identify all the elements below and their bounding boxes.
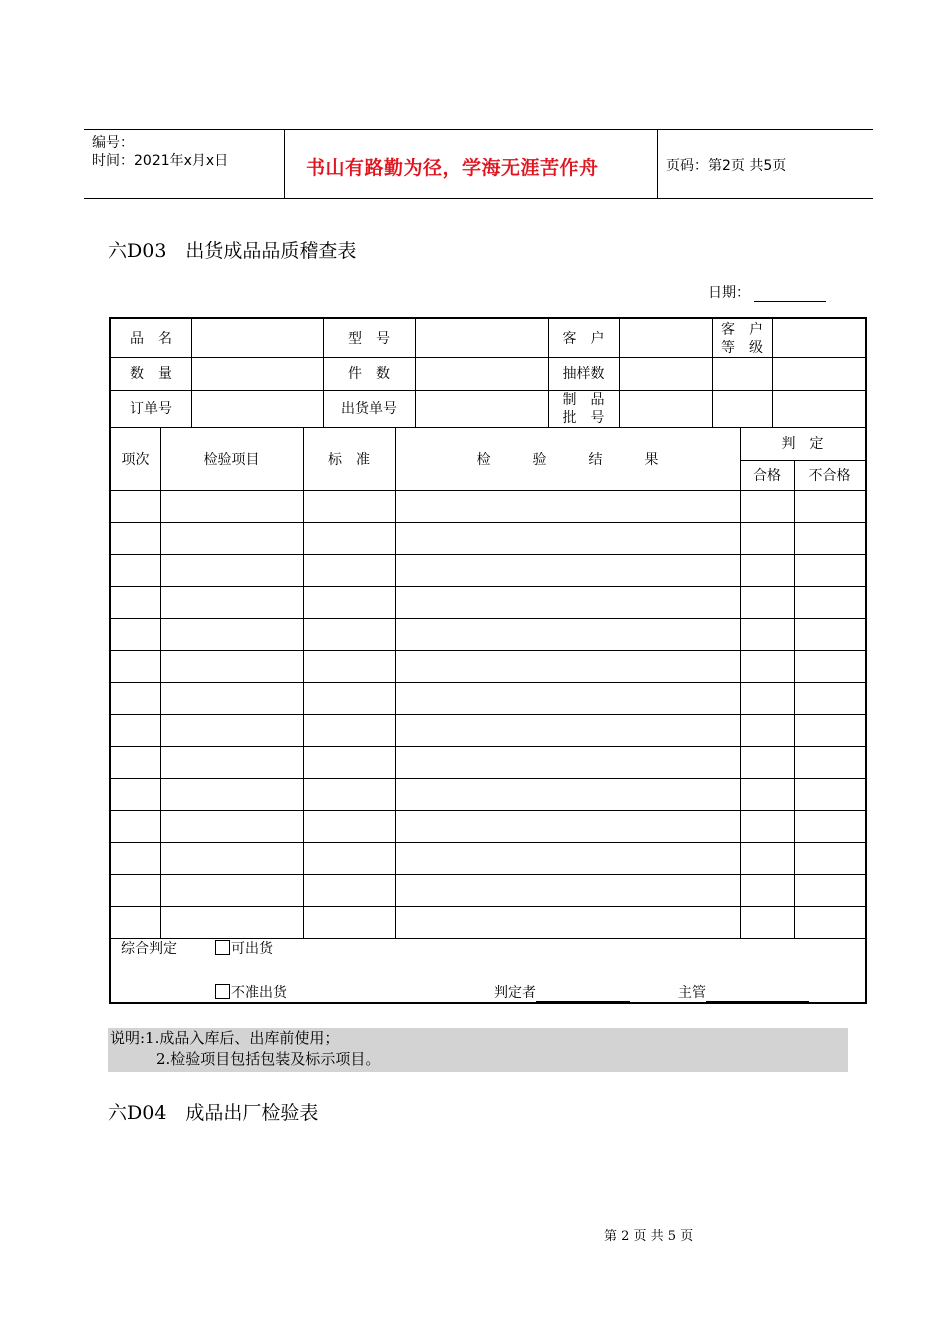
page-footer: 第 2 页 共 5 页 — [604, 1229, 694, 1244]
grid-line — [740, 460, 865, 461]
grid-line — [111, 427, 865, 428]
option-can-ship[interactable] — [215, 940, 273, 958]
time-label: 时间：2021年x月x日 — [92, 153, 229, 169]
table-row-line — [111, 842, 865, 843]
grid-line — [111, 390, 865, 391]
table-row-line — [111, 618, 865, 619]
table-row-line — [111, 874, 865, 875]
section-title: 六D04 成品出厂检验表 — [108, 1102, 319, 1124]
grid-line — [111, 490, 865, 491]
label-ship-no: 出货单号 — [341, 401, 397, 417]
inspection-form — [109, 317, 867, 1004]
label-customer-grade-line2: 等 级 — [721, 340, 763, 356]
label-customer: 客 户 — [562, 331, 605, 347]
date-field[interactable] — [754, 287, 826, 302]
header-pass: 合格 — [753, 468, 781, 484]
header-meta — [92, 134, 228, 170]
grid-line — [794, 460, 795, 938]
label-customer-grade — [712, 321, 772, 357]
section-title: 六D03 出货成品品质稽查表 — [108, 240, 357, 262]
judge-field[interactable] — [536, 987, 630, 1002]
grid-line — [415, 319, 416, 427]
supervisor-label: 主管 — [678, 985, 706, 1001]
checkbox-no-ship[interactable] — [215, 984, 230, 999]
header-item: 检验项目 — [203, 452, 260, 468]
supervisor-field[interactable] — [706, 987, 809, 1002]
page-info: 页码：第2页 共5页 — [666, 158, 787, 174]
header-judgement: 判 定 — [781, 436, 824, 452]
label-product-name: 品 名 — [130, 331, 172, 347]
label-batch-line2: 批 号 — [562, 410, 605, 426]
note-line: 2.检验项目包括包装及标示项目。 — [156, 1050, 381, 1068]
table-row-line — [111, 586, 865, 587]
table-row-line — [111, 778, 865, 779]
grid-line — [303, 427, 304, 938]
judge-label: 判定者 — [494, 985, 536, 1001]
table-row-line — [111, 522, 865, 523]
document-header — [84, 129, 873, 199]
can-ship-label: 可出货 — [231, 941, 273, 957]
overall-judgement-label: 综合判定 — [121, 941, 177, 957]
table-row-line — [111, 810, 865, 811]
no-ship-label: 不准出货 — [231, 985, 287, 1001]
table-row-line — [111, 682, 865, 683]
motto: 书山有路勤为径，学海无涯苦作舟 — [306, 157, 599, 179]
option-no-ship[interactable] — [215, 984, 287, 1002]
note-box — [108, 1028, 848, 1072]
label-sample-count: 抽样数 — [562, 366, 605, 382]
header-item-no: 项次 — [121, 452, 150, 468]
label-quantity: 数 量 — [130, 366, 172, 382]
table-row-line — [111, 746, 865, 747]
table-row-line — [111, 650, 865, 651]
header-result: 检 验 结 果 — [476, 452, 659, 468]
header-divider — [284, 130, 285, 198]
grid-line — [191, 319, 192, 427]
checkbox-can-ship[interactable] — [215, 940, 230, 955]
label-pieces: 件 数 — [348, 366, 390, 382]
note-line: 说明:1.成品入库后、出库前使用； — [110, 1029, 340, 1047]
supervisor-signature — [678, 984, 809, 1002]
header-standard: 标 准 — [328, 452, 370, 468]
code-label: 编号： — [92, 135, 134, 151]
header-fail: 不合格 — [808, 468, 851, 484]
header-divider — [657, 130, 658, 198]
table-row-line — [111, 938, 865, 939]
grid-line — [111, 357, 865, 358]
date-row — [708, 282, 826, 302]
table-row-line — [111, 554, 865, 555]
table-row-line — [111, 906, 865, 907]
judge-signature — [494, 984, 630, 1002]
label-batch — [548, 391, 619, 427]
label-customer-grade-line1: 客 户 — [721, 322, 763, 338]
table-row-line — [111, 714, 865, 715]
grid-line — [160, 427, 161, 938]
label-model: 型 号 — [348, 331, 390, 347]
grid-line — [619, 319, 620, 427]
grid-line — [395, 427, 396, 938]
date-label: 日期： — [708, 285, 750, 301]
label-batch-line1: 制 品 — [562, 392, 605, 408]
grid-line — [740, 427, 741, 938]
label-order-no: 订单号 — [130, 401, 172, 417]
grid-line — [772, 319, 773, 427]
